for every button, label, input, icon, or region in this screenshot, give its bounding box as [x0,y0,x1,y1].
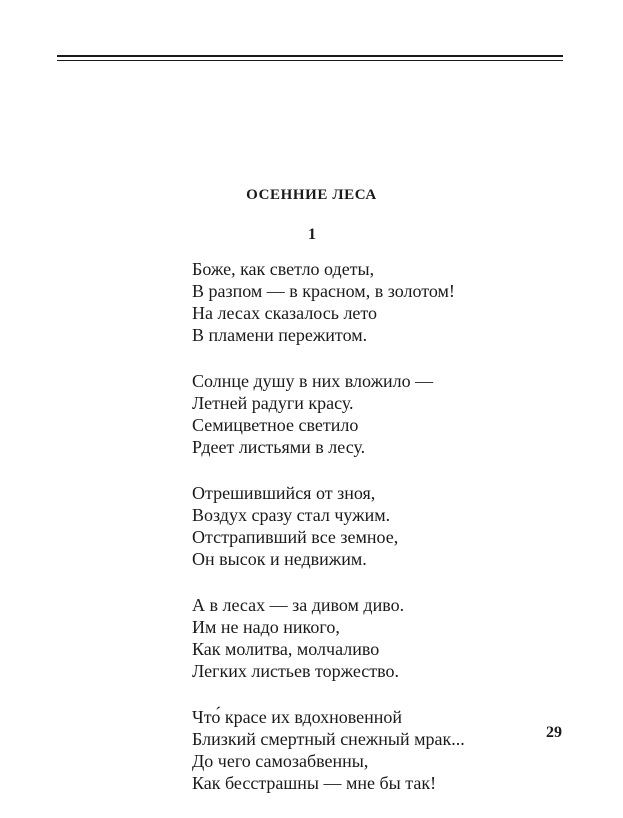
poem-line: А в лесах — за дивом диво. [192,595,405,615]
stanza-4 [192,594,532,682]
poem-body [192,258,532,818]
poem-line: Как бесстрашны — мне бы так! [192,773,437,793]
poem-line: В разпом — в красном, в золотом! [192,281,455,301]
poem-line: Рдеет листьями в лесу. [192,437,366,457]
poem-line: На лесах сказалось лето [192,303,378,323]
poem-line: Им не надо никого, [192,617,340,637]
poem-line: Близкий смертный снежный мрак... [192,729,465,749]
poem-line: Он высок и недвижим. [192,549,367,569]
poem-part-number: 1 [308,226,316,243]
poem-line: Отстрапивший все земное, [192,527,399,547]
poem-title: ОСЕННИЕ ЛЕСА [246,187,377,203]
header-rule-bottom [57,60,563,61]
poem-line: До чего самозабвенны, [192,751,369,771]
poem-line: Летней радуги красу. [192,393,354,413]
poem-line: Семицветное светило [192,415,359,435]
poem-line: Воздух сразу стал чужим. [192,505,391,525]
poem-line: Что́ красе их вдохновенной [192,707,403,727]
poem-line: Солнце душу в них вложило — [192,371,434,391]
stanza-1 [192,258,532,346]
poem-line: В пламени пережитом. [192,325,368,345]
header-rule-top [57,55,563,57]
poem-line: Как молитва, молчаливо [192,639,380,659]
poem-line: Отрешившийся от зноя, [192,483,376,503]
page-number: 29 [546,724,562,741]
stanza-2 [192,370,532,458]
stanza-5 [192,706,532,794]
poem-line: Легких листьев торжество. [192,661,399,681]
stanza-3 [192,482,532,570]
poem-line: Боже, как светло одеты, [192,259,375,279]
